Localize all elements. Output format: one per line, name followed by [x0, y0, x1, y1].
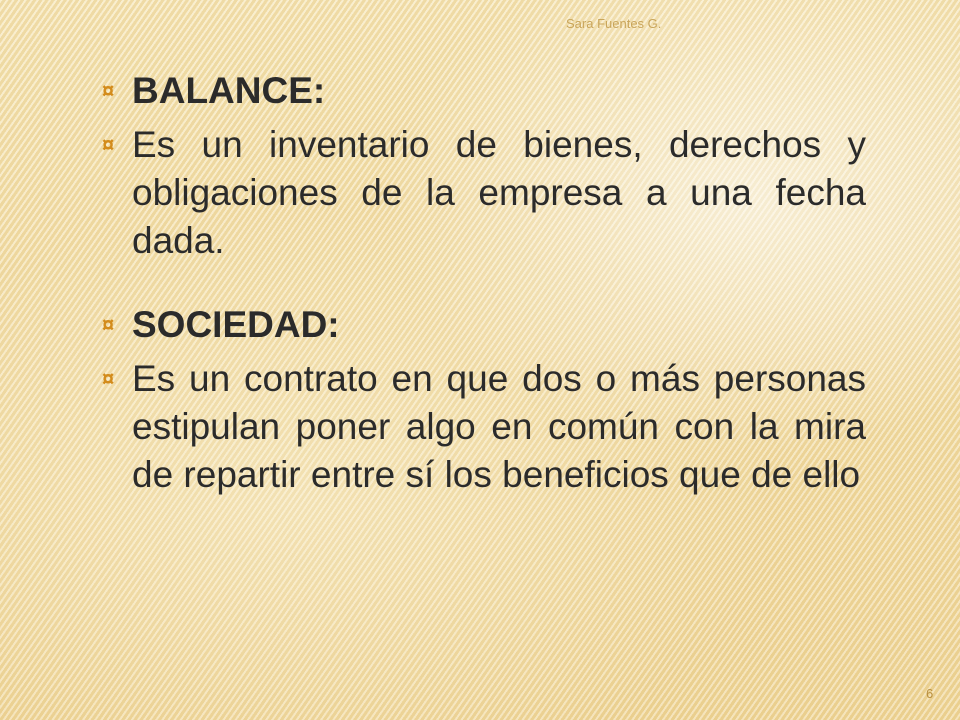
bullet-text: SOCIEDAD:: [132, 304, 340, 345]
bullet-marker-icon: ¤: [102, 366, 115, 391]
bullet-marker-icon: ¤: [102, 132, 115, 157]
bullet-text: Es un contrato en que dos o más personas estipulan poner algo en común con la mira de repartir entre sí los beneficios que de ello: [132, 358, 866, 495]
bullet-marker-icon: ¤: [102, 78, 115, 103]
bullet-marker-icon: ¤: [102, 312, 115, 337]
bullet-spacer: [102, 265, 866, 301]
bullet-text: BALANCE:: [132, 70, 326, 111]
bullet-sociedad-heading: [102, 301, 866, 349]
bullet-balance-heading: [102, 67, 866, 115]
author-label: Sara Fuentes G.: [566, 16, 662, 31]
page-number: 6: [926, 686, 934, 701]
bullet-balance-definition: [102, 121, 866, 265]
bullet-list: [102, 63, 866, 499]
bullet-text: Es un inventario de bienes, derechos y obligaciones de la empresa a una fecha dada.: [132, 124, 866, 261]
bullet-sociedad-definition: [102, 355, 866, 499]
